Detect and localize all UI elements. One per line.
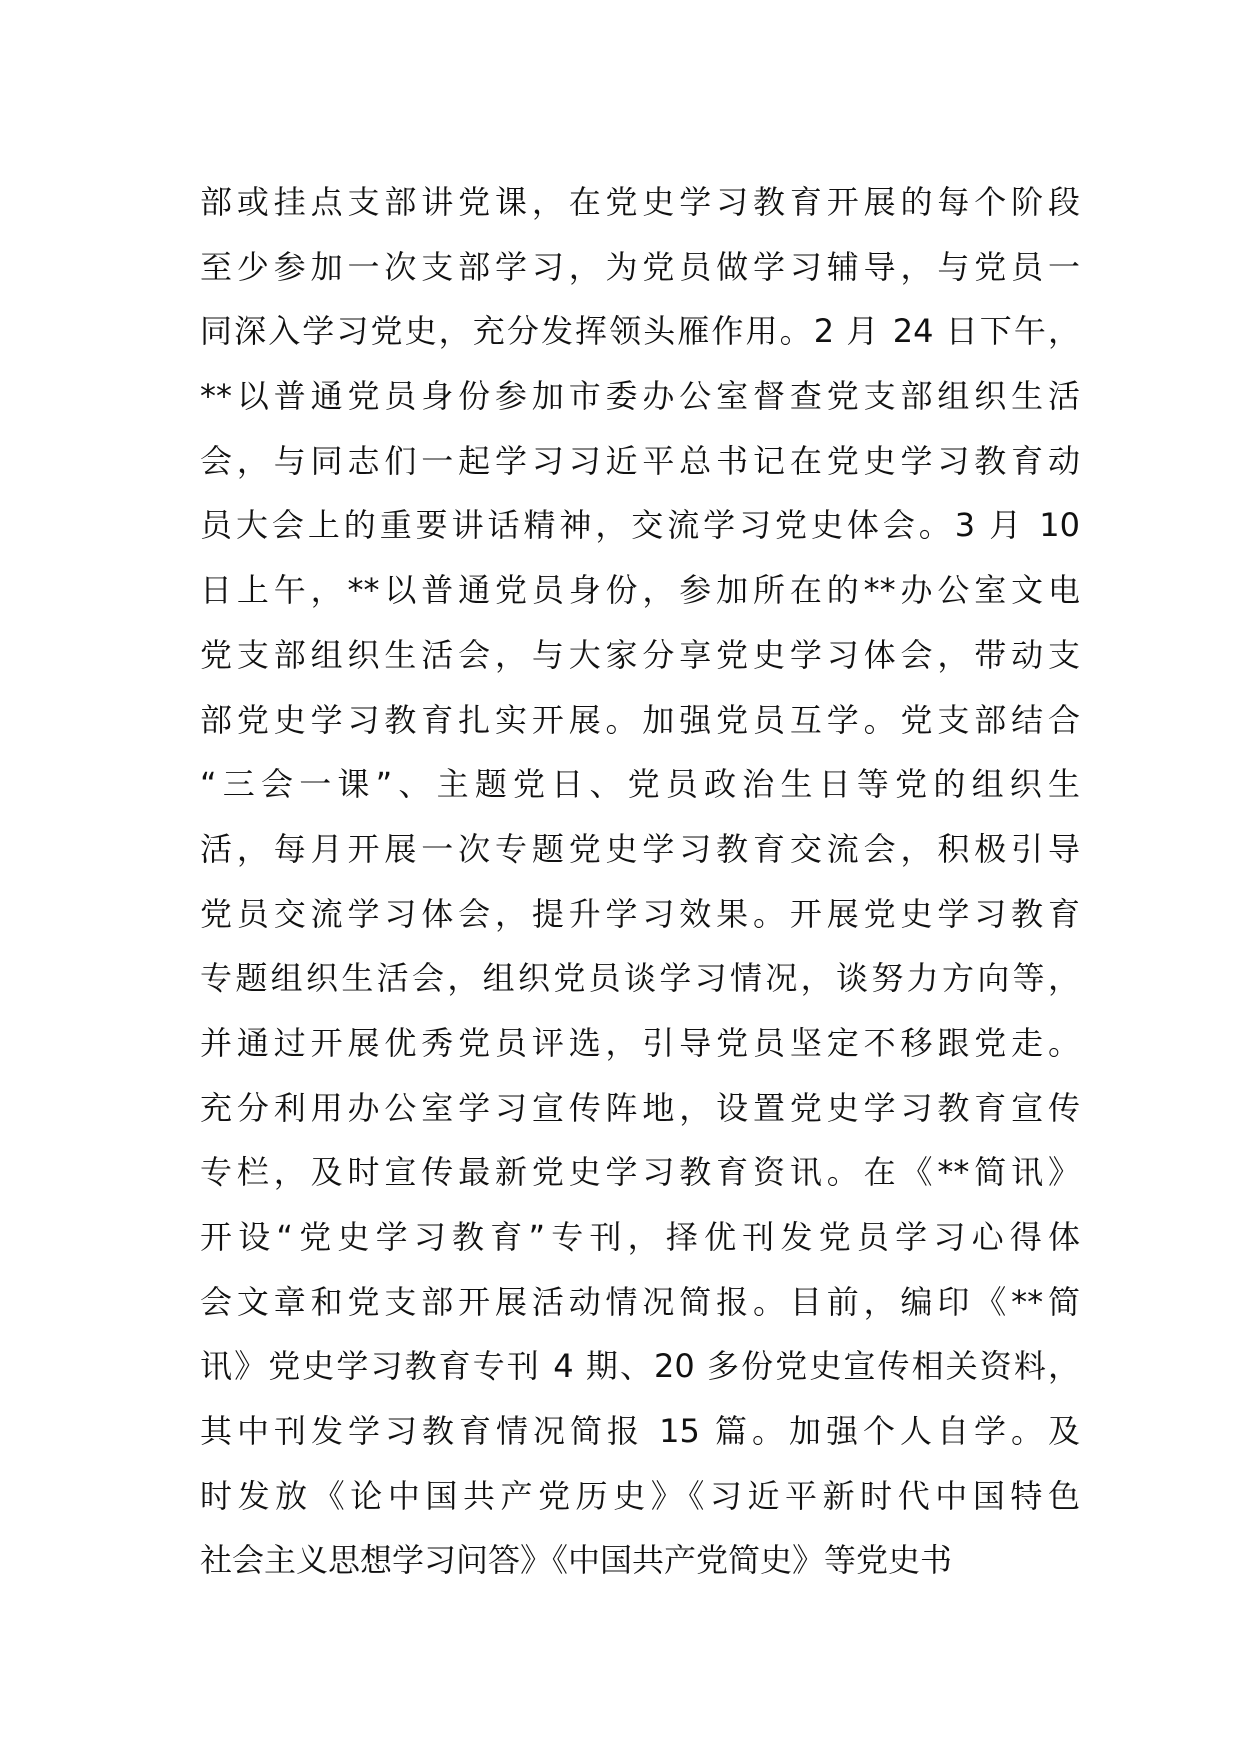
text-line: 讯》党史学习教育专刊 4 期、20 多份党史宣传相关资料， xyxy=(200,1347,1080,1386)
text-line: 充分利用办公室学习宣传阵地，设置党史学习教育宣传 xyxy=(200,1088,1080,1127)
text-line: 部党史学习教育扎实开展。加强党员互学。党支部结合 xyxy=(200,700,1080,739)
text-line: 会文章和党支部开展活动情况简报。目前，编印《**简 xyxy=(200,1282,1080,1321)
text-line: “三会一课”、主题党日、党员政治生日等党的组织生 xyxy=(200,765,1080,804)
text-line: 时发放《论中国共产党历史》《习近平新时代中国特色 xyxy=(200,1476,1080,1515)
text-line: 党员交流学习体会，提升学习效果。开展党史学习教育 xyxy=(200,894,1080,933)
text-line: **以普通党员身份参加市委办公室督查党支部组织生活 xyxy=(200,377,1080,416)
text-line: 员大会上的重要讲话精神，交流学习党史体会。3 月 10 xyxy=(200,506,1080,545)
text-line: 至少参加一次支部学习，为党员做学习辅导，与党员一 xyxy=(200,247,1080,286)
text-line: 并通过开展优秀党员评选，引导党员坚定不移跟党走。 xyxy=(200,1023,1080,1062)
text-line: 同深入学习党史，充分发挥领头雁作用。2 月 24 日下午， xyxy=(200,312,1080,351)
text-line: 开设“党史学习教育”专刊，择优刊发党员学习心得体 xyxy=(200,1218,1080,1256)
text-line: 日上午，**以普通党员身份，参加所在的**办公室文电 xyxy=(200,571,1080,610)
text-line: 社会主义思想学习问答》《中国共产党简史》等党史书 xyxy=(200,1541,953,1580)
text-line: 专栏，及时宣传最新党史学习教育资讯。在《**简讯》 xyxy=(200,1153,1080,1192)
text-line: 活，每月开展一次专题党史学习教育交流会，积极引导 xyxy=(200,829,1080,868)
text-line: 会，与同志们一起学习习近平总书记在党史学习教育动 xyxy=(200,441,1080,480)
text-line: 其中刊发学习教育情况简报 15 篇。加强个人自学。及 xyxy=(200,1412,1080,1451)
text-line: 部或挂点支部讲党课，在党史学习教育开展的每个阶段 xyxy=(200,183,1080,221)
text-line: 专题组织生活会，组织党员谈学习情况，谈努力方向等， xyxy=(200,959,1080,998)
body-text xyxy=(200,170,1080,1593)
text-line: 党支部组织生活会，与大家分享党史学习体会，带动支 xyxy=(200,635,1080,674)
